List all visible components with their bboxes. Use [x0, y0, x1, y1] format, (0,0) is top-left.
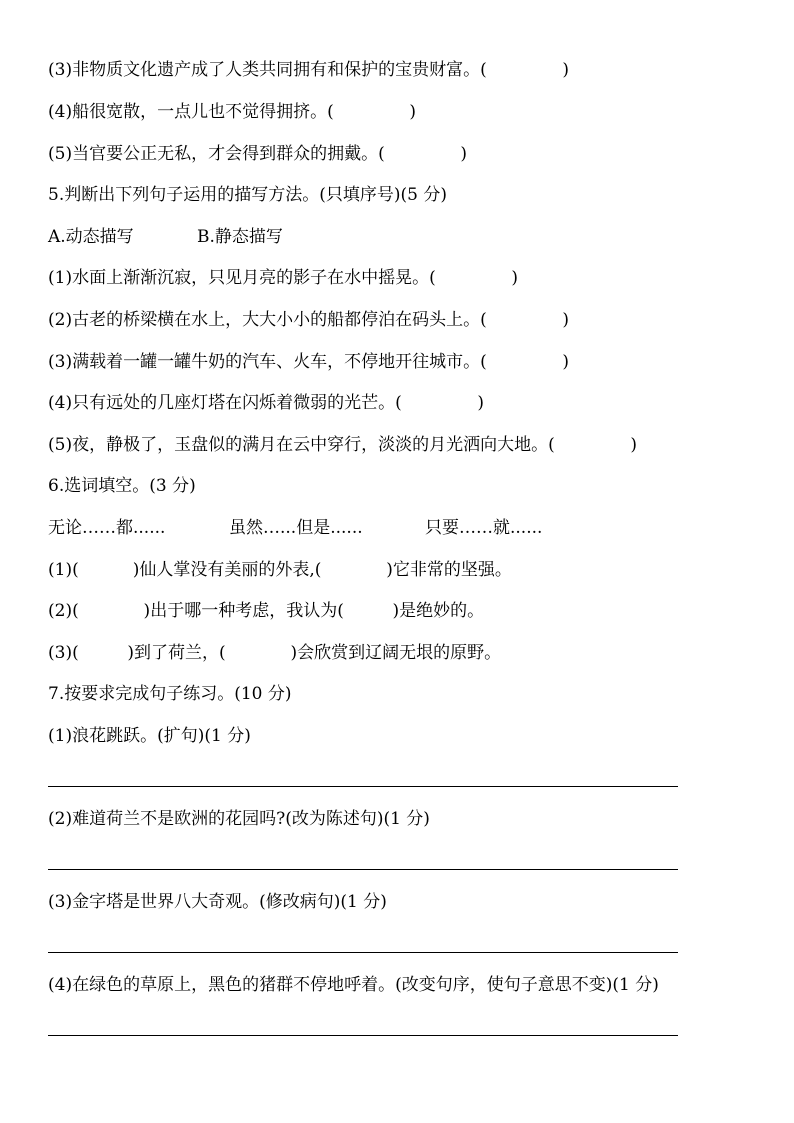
q5-item-4: (4)只有远处的几座灯塔在闪烁着微弱的光芒。( ): [48, 393, 484, 413]
q7-item-1: (1)浪花跳跃。(扩句)(1 分): [48, 726, 251, 746]
q5-item-2: (2)古老的桥梁横在水上，大大小小的船都停泊在码头上。( ): [48, 310, 569, 330]
q5-option-a: A.动态描写: [48, 227, 134, 247]
q6-item-2: (2)( )出于哪一种考虑，我认为( )是绝妙的。: [48, 601, 485, 621]
q6-option-2: 虽然…...但是......: [229, 518, 363, 538]
q5-item-3: (3)满载着一罐一罐牛奶的汽车、火车，不停地开往城市。( ): [48, 352, 569, 372]
q6-title: 6.选词填空。(3 分): [48, 476, 196, 496]
answer-line-1[interactable]: [48, 786, 678, 787]
q6-item-3: (3)( )到了荷兰，( )会欣赏到辽阔无垠的原野。: [48, 643, 502, 663]
q4-item-4: (4)船很宽散，一点儿也不觉得拥挤。( ): [48, 102, 416, 122]
q4-item-5: (5)当官要公正无私，才会得到群众的拥戴。( ): [48, 144, 467, 164]
q7-title: 7.按要求完成句子练习。(10 分): [48, 684, 292, 704]
answer-line-3[interactable]: [48, 952, 678, 953]
answer-line-2[interactable]: [48, 869, 678, 870]
q5-item-1: (1)水面上渐渐沉寂，只见月亮的影子在水中摇晃。( ): [48, 268, 518, 288]
q7-item-2: (2)难道荷兰不是欧洲的花园吗?(改为陈述句)(1 分): [48, 809, 430, 829]
answer-line-4[interactable]: [48, 1035, 678, 1036]
q6-option-1: 无论……都......: [48, 518, 166, 538]
q6-option-3: 只要……就......: [425, 518, 543, 538]
q5-title: 5.判断出下列句子运用的描写方法。(只填序号)(5 分): [48, 185, 447, 205]
q4-item-3: (3)非物质文化遗产成了人类共同拥有和保护的宝贵财富。( ): [48, 60, 569, 80]
q7-item-4: (4)在绿色的草原上，黑色的猪群不停地呼着。(改变句序，使句子意思不变)(1 分): [48, 975, 659, 995]
q7-item-3: (3)金字塔是世界八大奇观。(修改病句)(1 分): [48, 892, 387, 912]
q5-option-b: B.静态描写: [197, 227, 283, 247]
q5-item-5: (5)夜，静极了，玉盘似的满月在云中穿行，淡淡的月光洒向大地。( ): [48, 435, 637, 455]
q6-item-1: (1)( )仙人掌没有美丽的外表,( )它非常的坚强。: [48, 560, 512, 580]
